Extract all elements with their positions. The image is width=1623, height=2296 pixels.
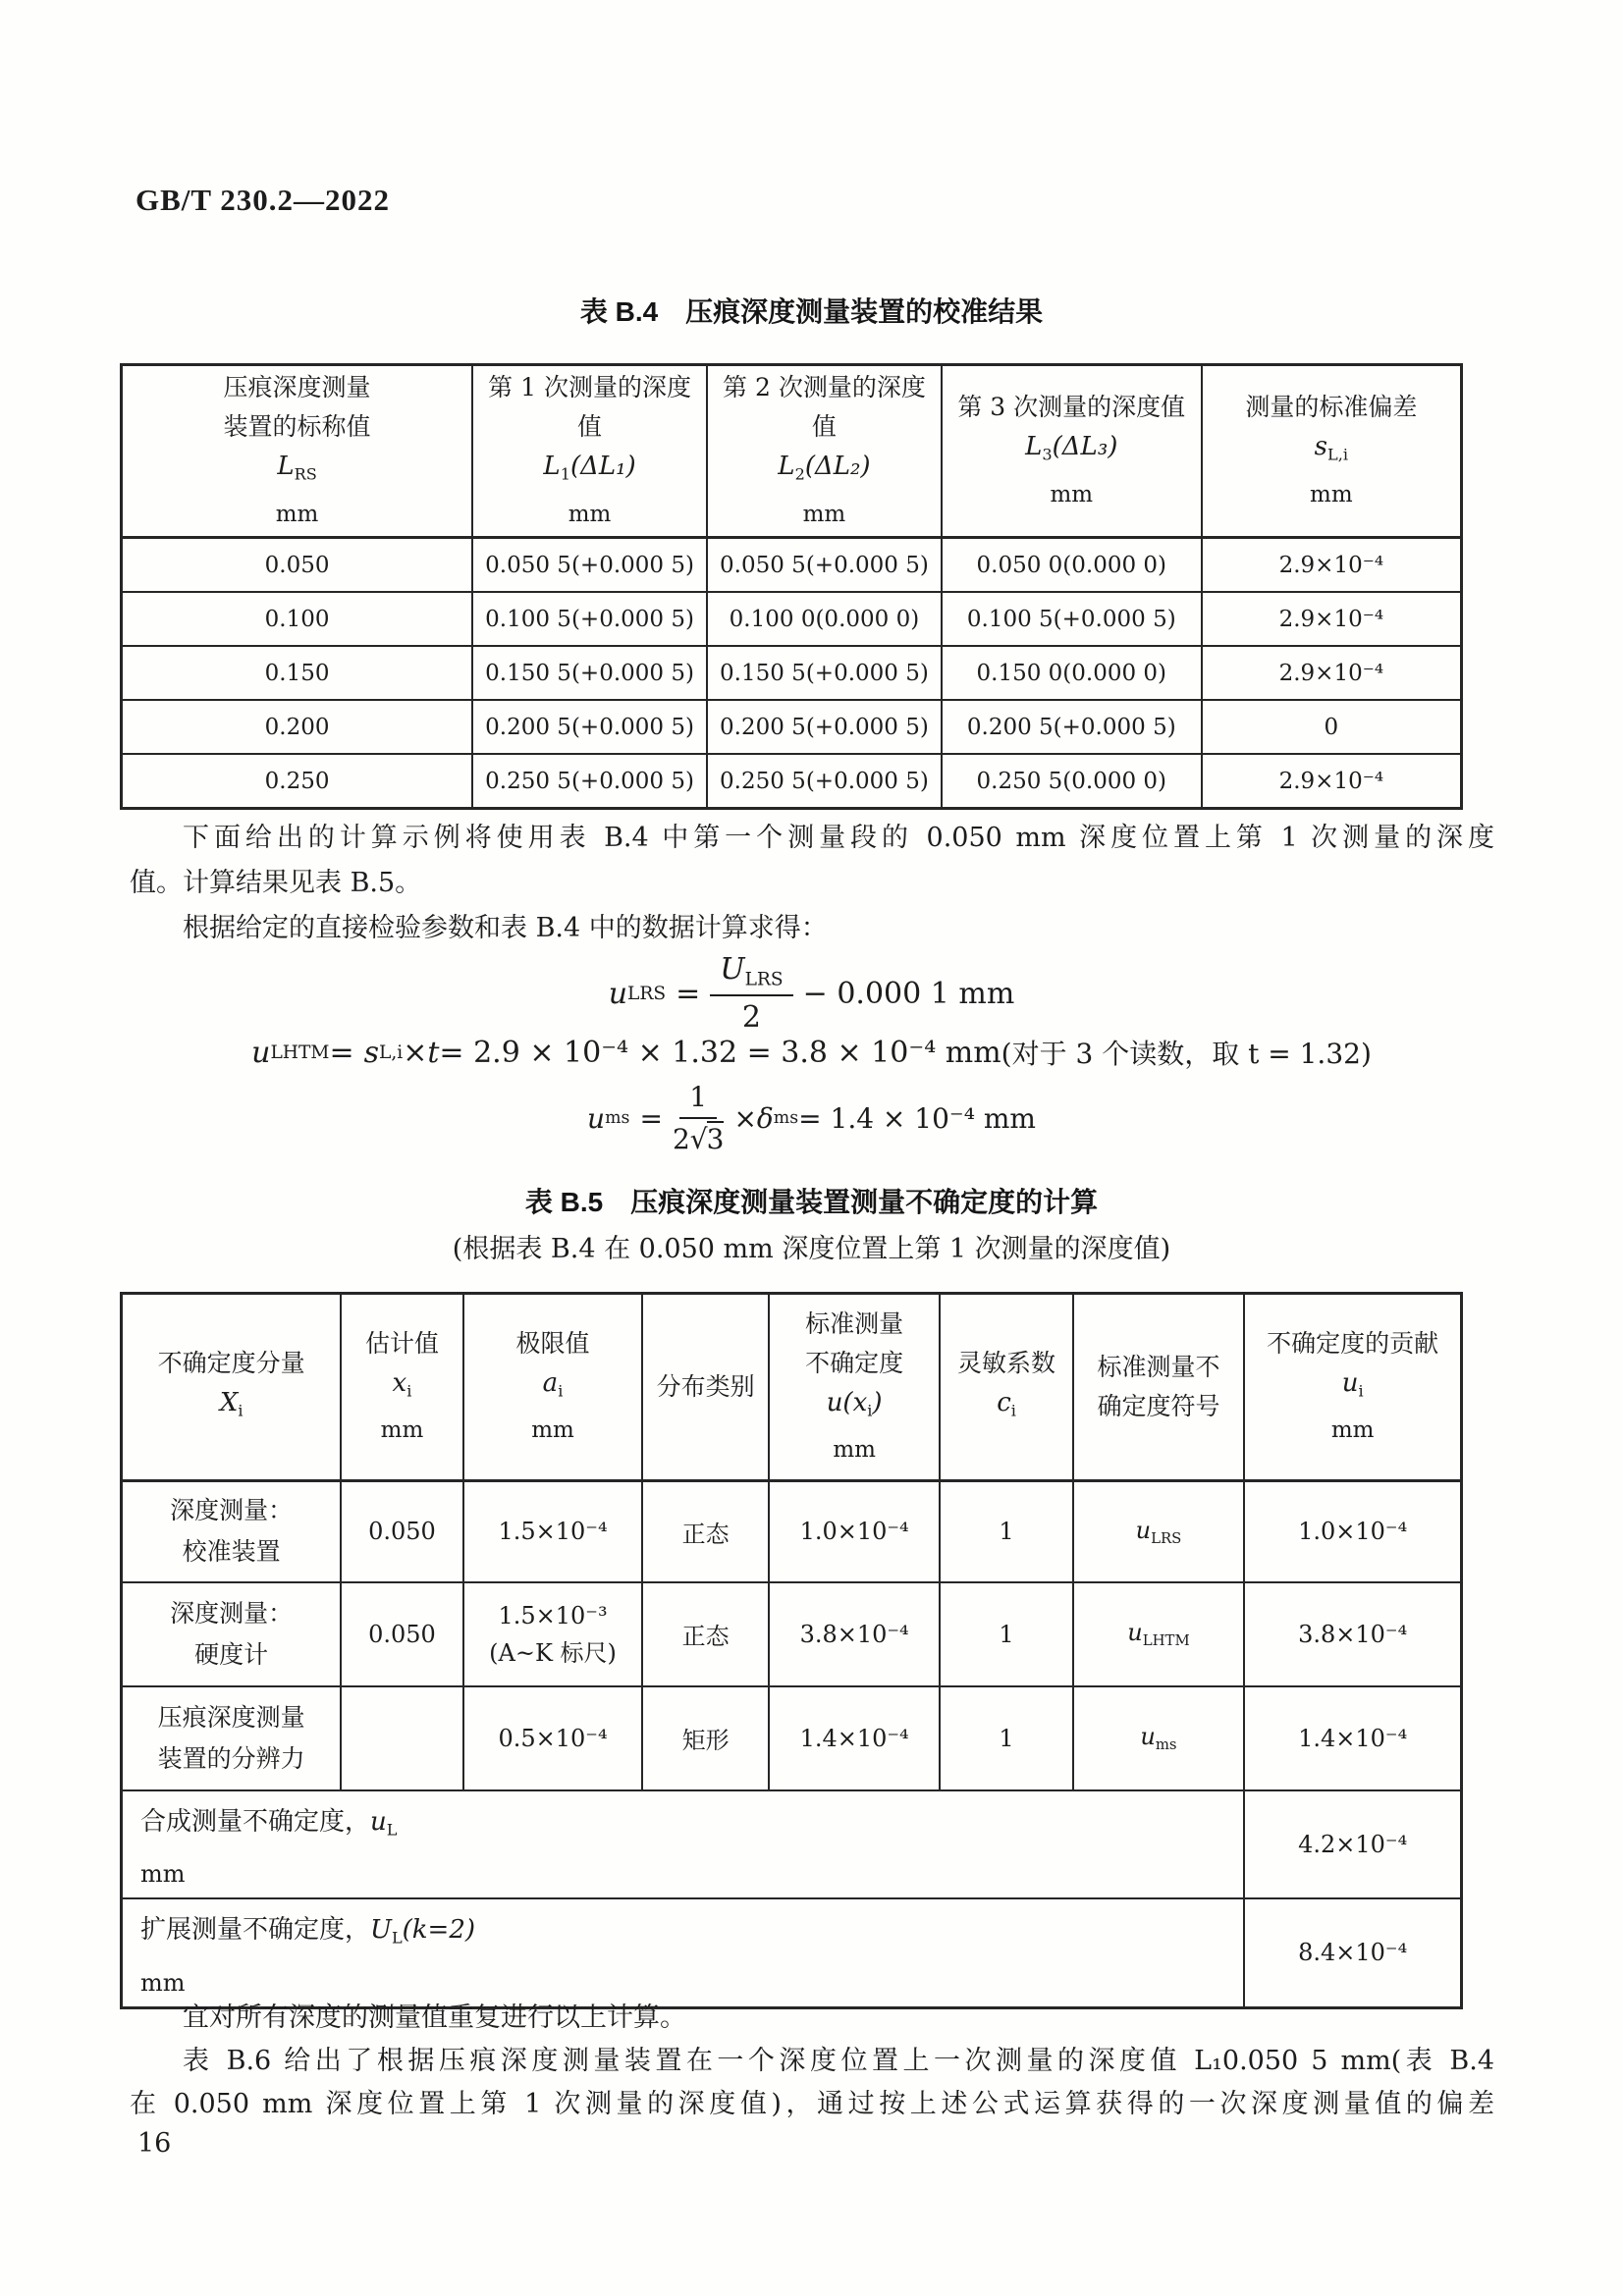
- table-cell: 0.150 0(0.000 0): [942, 646, 1202, 700]
- symbol-line: $L_2(\Delta L_2)$: [778, 452, 871, 484]
- table-b5-header-row: [122, 1294, 1462, 1481]
- table-b5: [120, 1292, 1463, 2009]
- table-row: [122, 1898, 1462, 2007]
- table-cell: 2.9×10⁻⁴: [1202, 538, 1462, 593]
- standard-code: GB/T 230.2—2022: [135, 183, 391, 217]
- table-cell: 0.050 5(+0.000 5): [472, 538, 707, 593]
- header-line: 第 2 次测量的深度值: [723, 373, 926, 442]
- table-cell: 0.050: [122, 538, 473, 593]
- table-cell: 1.0×10⁻⁴: [769, 1481, 941, 1582]
- table-cell: 0.050 0(0.000 0): [942, 538, 1202, 593]
- table-cell: 1.4×10⁻⁴: [769, 1686, 941, 1790]
- header-line: 估计值: [364, 1328, 439, 1358]
- header-line: 标准测量不: [1097, 1353, 1220, 1381]
- fraction: $\frac{1}{2√3}$: [672, 1081, 725, 1155]
- merged-label-cell: 扩展测量不确定度，$U_L(k=2)$ mm: [122, 1898, 1245, 2007]
- unit-line: mm: [802, 501, 846, 527]
- table-cell: 0: [1202, 700, 1462, 754]
- header-line: 极限值: [515, 1328, 590, 1358]
- symbol-line: $u_i$: [1341, 1367, 1364, 1401]
- table-b4-header-cell: [942, 365, 1202, 538]
- table-cell: 0.050: [341, 1582, 462, 1686]
- table-cell: 0.250 5(+0.000 5): [472, 754, 707, 809]
- table-b4-header-cell: [707, 365, 942, 538]
- table-cell: 1.0×10⁻⁴: [1244, 1481, 1461, 1582]
- table-b5-header-cell: [1244, 1294, 1461, 1481]
- symbol-line: $L_1(\Delta L_1)$: [543, 452, 636, 484]
- paragraph-line: 在 0.050 mm 深度位置上第 1 次测量的深度值)，通过按上述公式运算获得的一次深度测量值的偏差: [130, 2089, 1494, 2119]
- paragraph-line: 宜对所有深度的测量值重复进行以上计算。: [183, 2002, 686, 2033]
- fraction: $\frac{U_{LRS}}{2}$: [710, 952, 792, 1035]
- table-cell: 深度测量： 硬度计: [122, 1582, 342, 1686]
- table-b5-header-cell: [341, 1294, 462, 1481]
- symbol-line: $c_i$: [997, 1387, 1016, 1420]
- table-row: [122, 646, 1462, 700]
- symbol-line: $u(x_i)$: [826, 1387, 883, 1420]
- table-b5-header-cell: [642, 1294, 768, 1481]
- table-row: [122, 538, 1462, 593]
- table-b4: [120, 363, 1463, 810]
- table-row: [122, 754, 1462, 809]
- table-cell: 0.150 5(+0.000 5): [472, 646, 707, 700]
- table-b5-header-cell: [463, 1294, 643, 1481]
- header-line: 不确定度的贡献: [1267, 1328, 1439, 1358]
- symbol-line: $s_{L,i}$: [1314, 432, 1348, 464]
- table-cell: 0.100: [122, 592, 473, 646]
- table-cell: 1: [940, 1686, 1072, 1790]
- page-number: 16: [137, 2128, 172, 2159]
- table-cell: 2.9×10⁻⁴: [1202, 592, 1462, 646]
- symbol-line: $L_3(\Delta L_3)$: [1025, 432, 1118, 464]
- unit-line: mm: [380, 1417, 424, 1444]
- header-line: 压痕深度测量: [223, 373, 371, 402]
- header-line: 测量的标准偏差: [1245, 393, 1418, 422]
- table-cell: 0.5×10⁻⁴: [463, 1686, 643, 1790]
- table-row: [122, 592, 1462, 646]
- table-cell: 1.5×10⁻⁴: [463, 1481, 643, 1582]
- header-line: 装置的标称值: [223, 412, 371, 442]
- merged-label-cell: 合成测量不确定度，$u_L$ mm: [122, 1790, 1245, 1899]
- header-line: 灵敏系数: [957, 1348, 1056, 1377]
- table-row: [122, 1481, 1462, 1582]
- table-b5-header-cell: [940, 1294, 1072, 1481]
- formula-u-lhtm: u LHTM = s L,i × t = 2.9 × 10⁻⁴ × 1.32 = 3.8 × 10⁻⁴ mm (对于 3 个读数，取 t = 1.32): [251, 1035, 1372, 1070]
- table-cell: 0.100 5(+0.000 5): [472, 592, 707, 646]
- paragraph-line: 根据给定的直接检验参数和表 B.4 中的数据计算求得：: [183, 913, 828, 943]
- table-cell: 0.250 5(+0.000 5): [707, 754, 942, 809]
- table-b5-caption: 表 B.5 压痕深度测量装置测量不确定度的计算: [524, 1187, 1099, 1217]
- formula-u-ms: u ms = $\frac{1}{2√3}$ × δ ms = 1.4 × 10⁻⁴ mm: [587, 1081, 1036, 1155]
- symbol-line: $X_i$: [219, 1387, 243, 1420]
- table-cell: 压痕深度测量 装置的分辨力: [122, 1686, 342, 1790]
- table-cell: 0.200 5(+0.000 5): [472, 700, 707, 754]
- table-cell: 0.100 0(0.000 0): [707, 592, 942, 646]
- symbol-line: $L_{RS}$: [277, 452, 317, 484]
- table-b4-caption: 表 B.4 压痕深度测量装置的校准结果: [579, 296, 1044, 327]
- header-line: 第 1 次测量的深度值: [488, 373, 691, 442]
- table-b5-header-cell: [1073, 1294, 1245, 1481]
- paragraph-line: 表 B.6 给出了根据压痕深度测量装置在一个深度位置上一次测量的深度值 L₁0.050 5 mm(表 B.4: [183, 2046, 1494, 2076]
- paragraph-line: 值。计算结果见表 B.5。: [130, 868, 422, 898]
- unit-line: mm: [531, 1417, 574, 1444]
- table-cell: 2.9×10⁻⁴: [1202, 754, 1462, 809]
- table-row: [122, 700, 1462, 754]
- table-cell: 0.050: [341, 1481, 462, 1582]
- table-b4-header-cell: [122, 365, 473, 538]
- header-line: 分布类别: [656, 1372, 755, 1401]
- table-b5-header-cell: [122, 1294, 342, 1481]
- table-cell: 0.250 5(0.000 0): [942, 754, 1202, 809]
- table-row: [122, 1686, 1462, 1790]
- unit-line: mm: [1310, 481, 1353, 507]
- table-cell: 1.4×10⁻⁴: [1244, 1686, 1461, 1790]
- table-cell: 正态: [642, 1582, 768, 1686]
- table-cell: 2.9×10⁻⁴: [1202, 646, 1462, 700]
- header-line: 第 3 次测量的深度值: [957, 393, 1186, 422]
- table-cell: 1: [940, 1582, 1072, 1686]
- symbol-line: $x_i$: [392, 1367, 412, 1401]
- header-line: 确定度符号: [1097, 1392, 1220, 1420]
- unit-line: mm: [275, 501, 319, 527]
- table-cell: 0.200 5(+0.000 5): [707, 700, 942, 754]
- table-cell: 正态: [642, 1481, 768, 1582]
- table-cell: 1: [940, 1481, 1072, 1582]
- table-cell: 0.100 5(+0.000 5): [942, 592, 1202, 646]
- table-cell: [341, 1686, 462, 1790]
- table-cell: 3.8×10⁻⁴: [1244, 1582, 1461, 1686]
- table-cell: 3.8×10⁻⁴: [769, 1582, 941, 1686]
- unit-line: mm: [833, 1437, 876, 1464]
- table-cell: $u_{LRS}$: [1073, 1481, 1245, 1582]
- table-b4-header-cell: [1202, 365, 1462, 538]
- unit-line: mm: [1050, 481, 1094, 507]
- paragraph-line: 下面给出的计算示例将使用表 B.4 中第一个测量段的 0.050 mm 深度位置上第 1 次测量的深度: [183, 823, 1494, 853]
- table-row: [122, 1582, 1462, 1686]
- table-b4-header-row: [122, 365, 1462, 538]
- table-cell: 0.150: [122, 646, 473, 700]
- table-cell: $u_{LHTM}$: [1073, 1582, 1245, 1686]
- table-cell: 4.2×10⁻⁴: [1244, 1790, 1461, 1899]
- table-cell: 矩形: [642, 1686, 768, 1790]
- symbol-line: $a_i$: [542, 1367, 564, 1401]
- unit-line: mm: [1330, 1417, 1375, 1444]
- table-cell: 8.4×10⁻⁴: [1244, 1898, 1461, 2007]
- table-row: [122, 1790, 1462, 1899]
- unit-line: mm: [568, 501, 612, 527]
- header-line: 不确定度分量: [157, 1348, 305, 1377]
- header-line: 不确定度: [805, 1348, 904, 1377]
- table-cell: $u_{ms}$: [1073, 1686, 1245, 1790]
- table-cell: 0.200 5(+0.000 5): [942, 700, 1202, 754]
- table-b5-header-cell: [769, 1294, 941, 1481]
- table-cell: 0.150 5(+0.000 5): [707, 646, 942, 700]
- table-cell: 0.050 5(+0.000 5): [707, 538, 942, 593]
- formula-u-lrs: u LRS = $\frac{U_{LRS}}{2}$ − 0.000 1 mm: [608, 952, 1015, 1035]
- table-cell: 0.200: [122, 700, 473, 754]
- table-cell: 1.5×10⁻³ (A~K 标尺): [463, 1582, 643, 1686]
- header-line: 标准测量: [805, 1308, 904, 1338]
- table-b5-subtitle: (根据表 B.4 在 0.050 mm 深度位置上第 1 次测量的深度值): [452, 1234, 1171, 1264]
- table-cell: 深度测量： 校准装置: [122, 1481, 342, 1582]
- table-cell: 0.250: [122, 754, 473, 809]
- table-b4-header-cell: [472, 365, 707, 538]
